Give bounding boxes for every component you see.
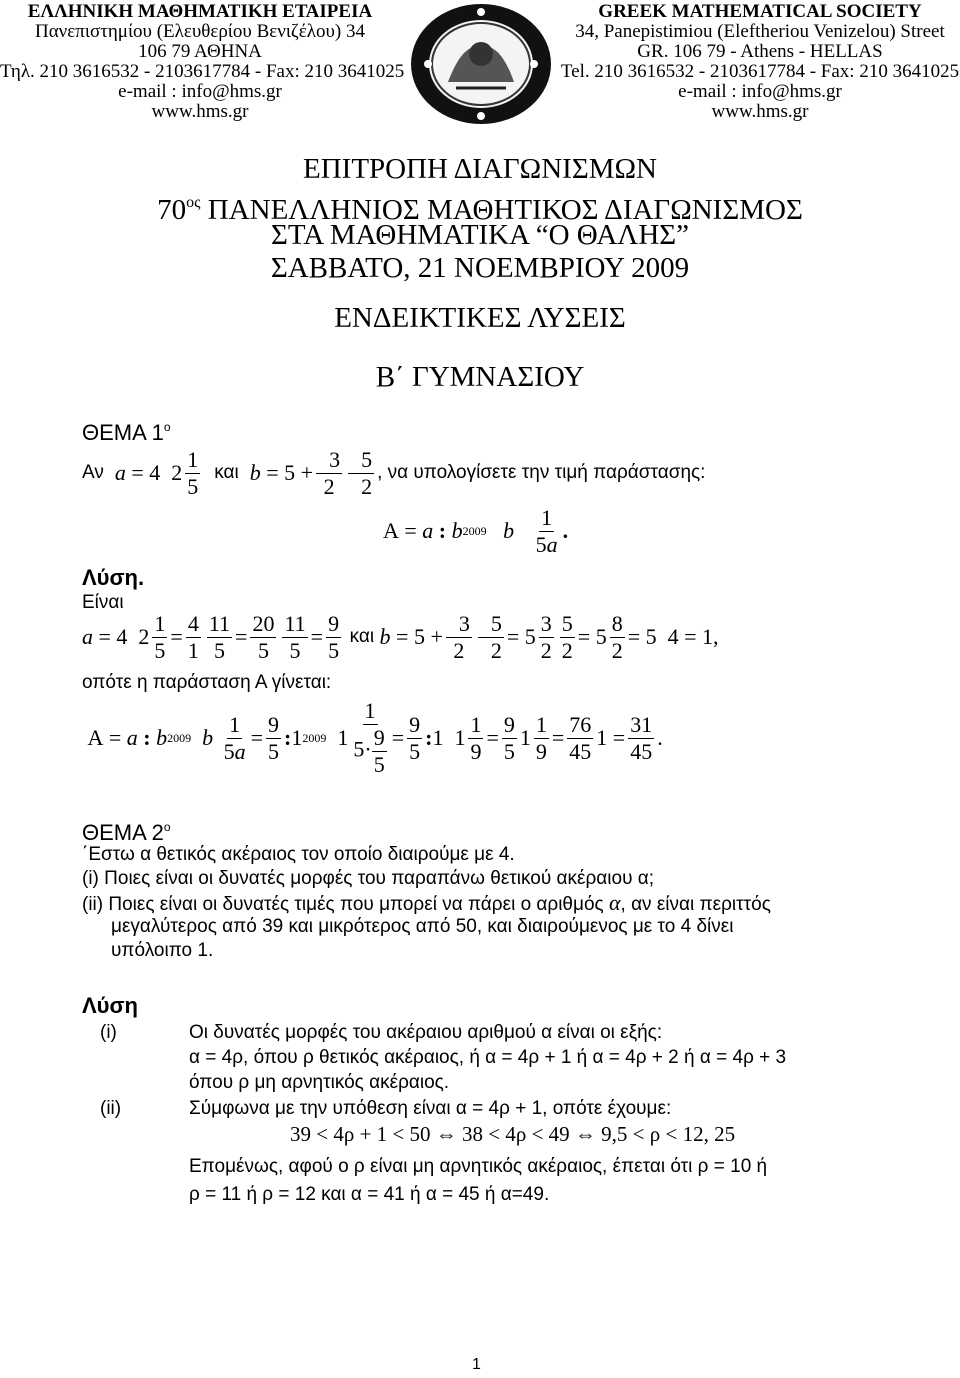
email-gr: e-mail : info@hms.gr xyxy=(118,81,282,102)
solution-ii-line3: Επομένως, αφού ο ρ είναι μη αρνητικός ακέραιος, έπεται ότι ρ = 10 ή xyxy=(189,1156,768,1177)
theme2-solution-label: Λύση xyxy=(82,993,138,1018)
city-gr: 106 79 ΑΘΗΝΑ xyxy=(138,41,262,62)
solution-ii-line4: ρ = 11 ή ρ = 12 και α = 41 ή α = 45 ή α=49. xyxy=(189,1184,550,1205)
competition-subtitle: ΣΤΑ ΜΑΘΗΜΑΤΙΚΑ “Ο ΘΑΛΗΣ” xyxy=(270,219,690,251)
theme1-given: Αν a = 4 2 $\frac{1}{5}$ και b = 5 + $\frac{3}{2}$ $\frac{5}{2}$ , να υπολογίσετε την τιμή παράστασης: xyxy=(82,446,706,499)
then-text: οπότε η παράσταση Α γίνεται: xyxy=(82,672,332,693)
web-en: www.hms.gr xyxy=(711,101,809,122)
web-gr: www.hms.gr xyxy=(151,101,249,122)
computation-a-b: a = 4 2 $\frac{1}{5}$ = $\frac{4}{1}$ $\frac{11}{5}$ = $\frac{20}{5}$ $\frac{11}{5}$ = $\frac{9}{5}$ και b = 5 + $\frac{3}{2}$ $\frac{5}{2}$ = 5 $\frac{3}{2}$ $\frac{5}{2}$ = 5 $\frac{8}{2}$ = 5 4 = 1, xyxy=(82,610,719,663)
theme2-q2: (ii) Ποιες είναι οι δυνατές τιμές που μπορεί να πάρει ο αριθμός α, αν είναι περιττός xyxy=(82,890,771,915)
committee-title: ΕΠΙΤΡΟΠΗ ΔΙΑΓΩΝΙΣΜΩΝ xyxy=(303,153,657,185)
solutions-heading: ΕΝΔΕΙΚΤΙΚΕΣ ΛΥΣΕΙΣ xyxy=(334,302,626,334)
theme2-q1: (i) Ποιες είναι οι δυνατές μορφές του παραπάνω θετικού ακέραιου α; xyxy=(82,868,655,889)
society-name-en: GREEK MATHEMATICAL SOCIETY xyxy=(598,1,922,22)
theme2-intro: ΄Εστω α θετικός ακέραιος τον οποίο διαιρούμε με 4. xyxy=(82,844,515,865)
grade-heading: Β΄ ΓΥΜΝΑΣΙΟΥ xyxy=(375,361,585,393)
address-en: 34, Panepistimiou (Εleftheriou Venizelou) Street xyxy=(575,21,945,42)
theme2-q2-line3: υπόλοιπο 1. xyxy=(111,940,214,961)
email-en: e-mail : info@hms.gr xyxy=(678,81,842,102)
solution-i-line1: Οι δυνατές μορφές του ακέραιου αριθμού α είναι οι εξής: xyxy=(189,1022,663,1043)
solution-ii-inequality: 39 < 4ρ + 1 < 50 ⇔ 38 < 4ρ < 49 ⇔ 9,5 < ρ < 12, 25 xyxy=(290,1122,736,1146)
header-right xyxy=(560,2,960,122)
competition-date: ΣΑΒΒΑΤΟ, 21 ΝΟΕΜΒΡΙΟΥ 2009 xyxy=(270,252,690,284)
solution-ii-label: (ii) xyxy=(100,1098,122,1119)
theme2-q2-line2: μεγαλύτερος από 39 και μικρότερος από 50, και διαιρούμενος με το 4 δίνει xyxy=(111,916,734,937)
phone-en: Tel. 210 3616532 - 2103617784 - Fax: 210 3641025 xyxy=(560,61,960,82)
address-gr: Πανεπιστημίου (Ελευθερίου Βενιζέλου) 34 xyxy=(35,21,365,42)
society-name-gr: ΕΛΛΗΝΙΚΗ ΜΑΘΗΜΑΤΙΚΗ ΕΤΑΙΡΕΙΑ xyxy=(27,1,373,22)
solution-i-line3: όπου ρ μη αρνητικός ακέραιος. xyxy=(189,1072,450,1093)
page-number: 1 xyxy=(472,1356,481,1373)
expression-A: Α = a : b 2009 b $\frac{1}{5a}$ . xyxy=(383,504,569,557)
theme1-heading: ΘΕΜΑ $1^o$ xyxy=(82,420,171,445)
theme1-solution-label: Λύση. xyxy=(82,565,145,590)
solution-ii-line1: Σύμφωνα με την υπόθεση είναι α = 4ρ + 1, οπότε έχουμε: xyxy=(189,1098,672,1119)
solution-i-line2: α = 4ρ, όπου ρ θετικός ακέραιος, ή α = 4ρ + 1 ή α = 4ρ + 2 ή α = 4ρ + 3 xyxy=(189,1047,787,1068)
computation-A: Α = a : b 2009 b $\frac{1}{5a}$ = $\frac{9}{5}$ : 1 2009 1 1 5· $\frac{9}{5}$ = $\frac{9}{5}$ : 1 1 $\frac{1}{9}$ = $\frac{9}{5}$ 1 $\frac{1}{9}$ = $\frac{76}{45}$ 1 = $\frac{31}{45}$ . xyxy=(82,698,663,777)
competition-title: $70^{o\varsigma}$ ΠΑΝΕΛΛΗΝΙΟΣ ΜΑΘΗΤΙΚΟΣ ΔΙΑΓΩΝΙΣΜΟΣ xyxy=(157,194,803,226)
is-word: Είναι xyxy=(82,592,124,613)
city-en: GR. 106 79 - Athens - HELLAS xyxy=(637,41,883,62)
theme2-heading: ΘΕΜΑ $2^o$ xyxy=(82,820,171,845)
phone-gr: Τηλ. 210 3616532 - 2103617784 - Fax: 210 3641025 xyxy=(0,61,405,82)
society-seal-logo xyxy=(408,2,554,126)
header-left xyxy=(0,1,405,122)
solution-i-label: (i) xyxy=(100,1022,117,1043)
